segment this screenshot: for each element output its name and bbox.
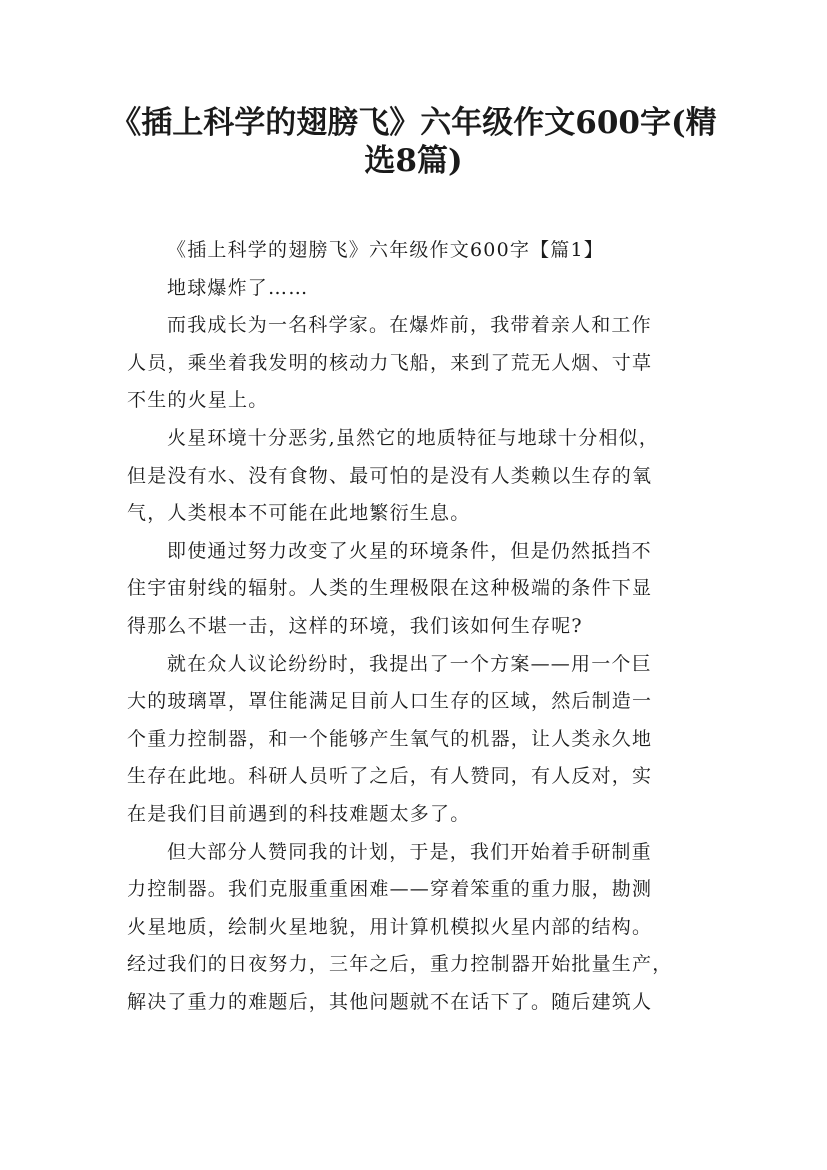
text-line: 《插上科学的翅膀飞》六年级作文600字【篇1】 [167,239,604,261]
text-line: 火星环境十分恶劣,虽然它的地质特征与地球十分相似， [167,426,660,449]
text-line: 力控制器。我们克服重重困难——穿着笨重的重力服，勘测 [127,878,653,901]
text-line: 解决了重力的难题后，其他问题就不在话下了。随后建筑人 [127,990,653,1013]
text-line: 即使通过努力改变了火星的环境条件，但是仍然抵挡不 [167,539,652,562]
text-line: 大的玻璃罩，罩住能满足目前人口生存的区域，然后制造一 [127,690,653,713]
text-line: 人员，乘坐着我发明的核动力飞船，来到了荒无人烟、寸草 [127,351,653,374]
document-title [100,96,727,179]
text-line: 火星地质，绘制火星地貌，用计算机模拟火星内部的结构。 [127,915,653,938]
document-body [127,232,717,1021]
text-line: 得那么不堪一击，这样的环境，我们该如何生存呢? [127,614,583,637]
title-line: 选8篇) [364,142,463,179]
text-line: 经过我们的日夜努力，三年之后，重力控制器开始批量生产， [127,953,673,976]
title-line: 《插上科学的翅膀飞》六年级作文600字(精 [110,105,717,141]
text-line: 气，人类根本不可能在此地繁衍生息。 [127,502,471,525]
text-line: 在是我们目前遇到的科技难题太多了。 [127,802,471,825]
text-line: 但大部分人赞同我的计划，于是，我们开始着手研制重 [167,840,652,863]
text-line: 个重力控制器，和一个能够产生氧气的机器，让人类永久地 [127,727,653,750]
text-line: 但是没有水、没有食物、最可怕的是没有人类赖以生存的氧 [127,464,653,487]
text-line: 地球爆炸了…… [167,276,309,299]
text-line: 生存在此地。科研人员听了之后，有人赞同，有人反对，实 [127,765,653,788]
text-line: 住宇宙射线的辐射。人类的生理极限在这种极端的条件下显 [127,577,653,600]
text-line: 而我成长为一名科学家。在爆炸前，我带着亲人和工作 [167,314,652,337]
text-line: 不生的火星上。 [127,389,269,412]
text-line: 就在众人议论纷纷时，我提出了一个方案——用一个巨 [167,652,652,675]
